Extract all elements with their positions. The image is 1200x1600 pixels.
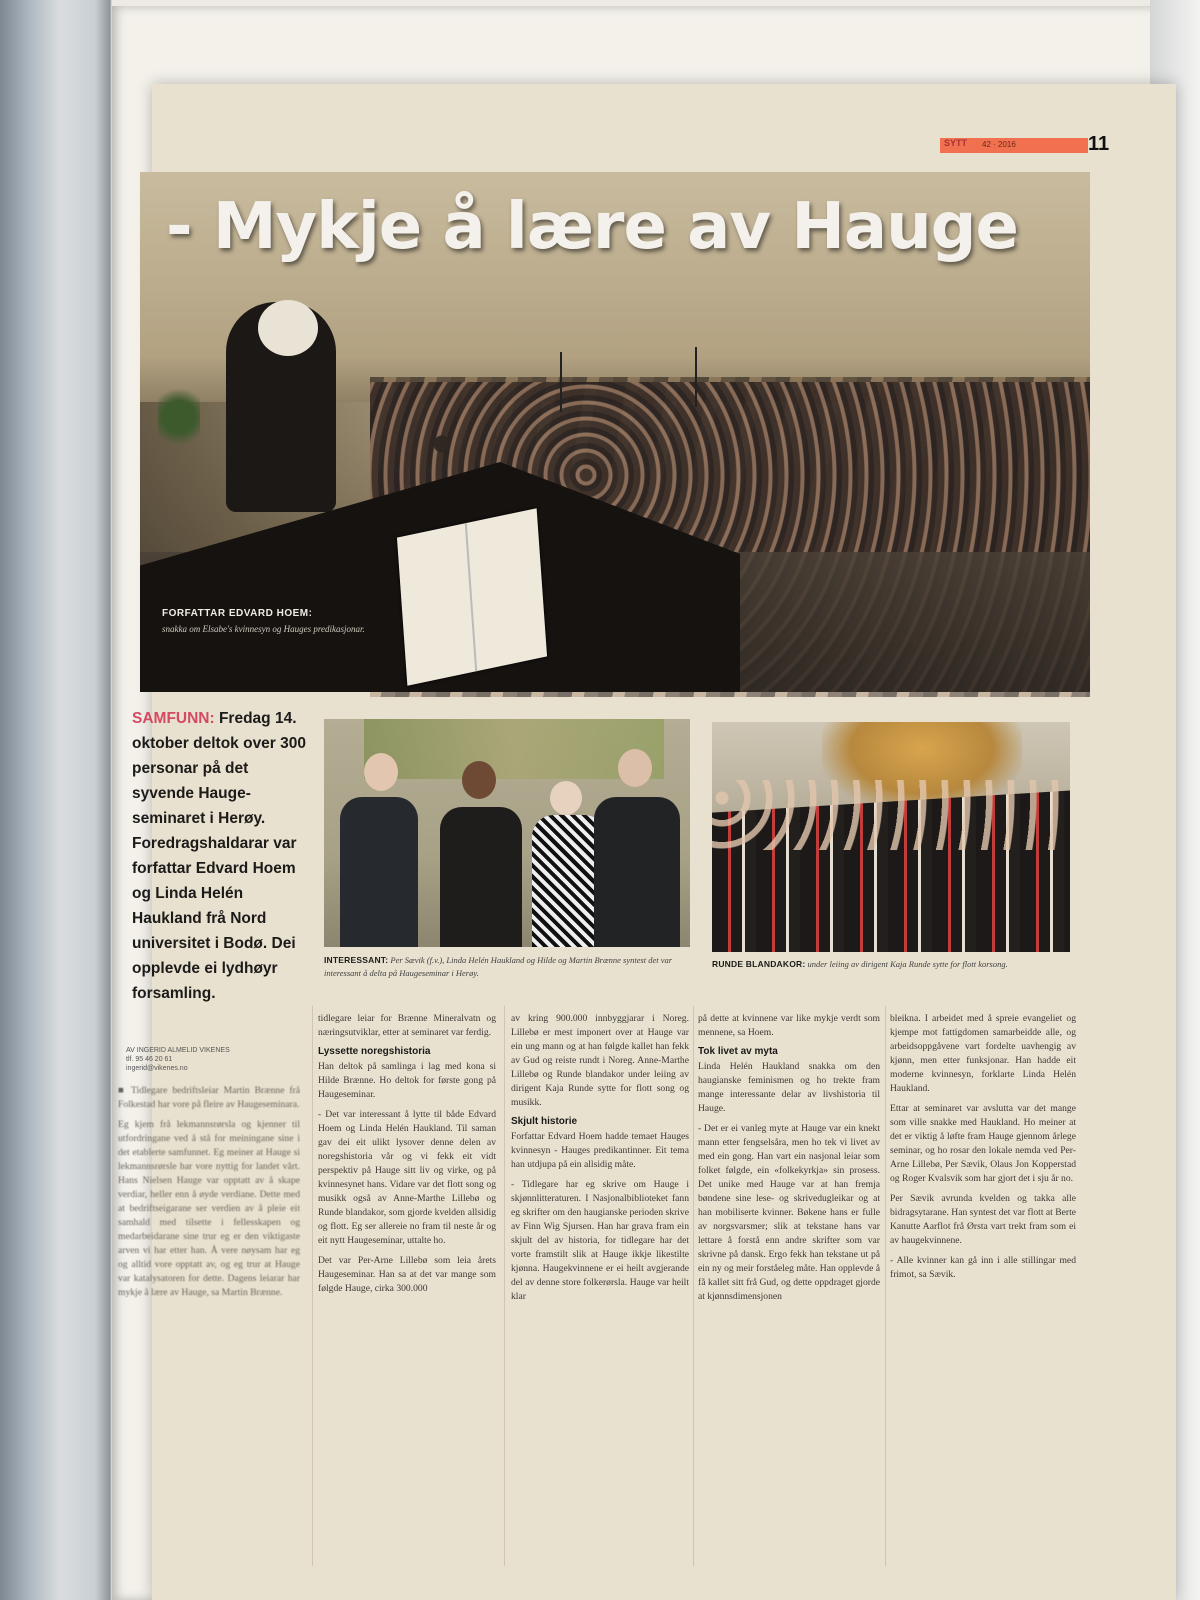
byline: AV INGERID ALMELID VIKENES tlf. 95 46 20 61 ingerid@vikenes.no [126, 1047, 230, 1072]
newspaper-page [118, 84, 1176, 1600]
person-head [364, 753, 398, 791]
folio-date: 42 · 2016 [982, 140, 1016, 149]
person-head [462, 761, 496, 799]
page-number: 11 [1088, 133, 1110, 155]
person [594, 797, 680, 947]
headline: - Mykje å lære av Hauge [166, 190, 1018, 264]
folio-paper-name: SYTT [944, 138, 968, 148]
choir-photo [712, 722, 1070, 950]
section-kicker: SAMFUNN: [132, 710, 215, 727]
caption-people: INTERESSANT: Per Sævik (f.v.), Linda Helén Haukland og Hilde og Martin Brænne syntest det var interessant å delta på Haugeseminar i Herøy. [324, 955, 673, 978]
person-head [618, 749, 652, 787]
plant [158, 382, 200, 452]
hero-photo [140, 172, 1090, 692]
hero-caption-title: FORFATTAR EDVARD HOEM: [162, 608, 313, 619]
subheading: Tok livet av myta [698, 1046, 778, 1057]
article-column-2: tidlegare leiar for Brænne Mineralvatn og næringsutviklar, etter at seminaret var ferdig. Lyssette noregshistoria Han deltok på samlinga i lag med kona si Hilde Brænne. Ho deltok for første gong på Haugeseminar. - Det var interessant å lytte til både Edvard Hoem og Linda Helén Haukland. Til saman gav dei eit ulikt lysover denne delen av noregshistoria vår og vi fekk eit vidt perspektiv på Hauge sitt liv og virke, og på kvinnesynet hans. Vidare var det flott song og musikk også av Anne-Marthe Lillebø og Runde blandakor, som gjorde kvelden allsidig og flott. Eg ser allereie no fram til neste år og eit nytt Haugeseminar, uttalte ho. Det var Per-Arne Lillebø som leia årets Haugeseminar. Han sa at det var mange som følgde Hauge, cirka 300.000 [318, 1013, 496, 1294]
article-column-4: på dette at kvinnene var like mykje verdt som mennene, sa Hoem. Tok livet av myta Linda Helén Haukland snakka om den haugianske feminismen og ho trekte fram mange interessante delar av livshistoria til Hauge. - Det er ei vanleg myte at Hauge var ein knekt mann etter fengselsåra, men ho tek vi livet av med ein gong. Han vart ein nasjonal leiar som folket følgde, ein «folkekyrkja» sin prosess. Det unike med Hauge var at han fremja bøndene sine lese- og skrivedugleikar og at han mobiliserte kvinner. Bøkene hans er fulle av norgsvarsmer; slik at tekstane hans var lettare å forstå enn andre skrifter som var skrivne på dansk. Ergo fekk han tekstane ut på ein ny og meir forståeleg måte. Han opplevde å få kallet sitt frå Gud, og dette oppdraget gjorde at kjønnsdimensjonen [698, 1013, 880, 1302]
sheet-music [397, 508, 547, 686]
article-column-1: ■ Tidlegare bedriftsleiar Martin Brænne frå Folkestad har vore på fleire av Haugeseminara. Eg kjem frå lekmannsrørsla og kjenner til utfordringane ved å stå for meiningane sine i det etablerte samfunnet. Eg meiner at Hauge si lekmannsrørsle har vore nyttig for landet vårt. Hans Nielsen Hauge var opptatt av å skape verdiar, heller enn å øyde verdiane. Dette med at bedriftseigarane ser verdien av å pleie eit samhald med tilsette i fellesskapen og medarbeidarane sine trur eg er den viktigaste arven vi har etter han. Å vere nøysam har eg og alltid vore opptatt av, og eg trur at Hauge var katalysatoren for dette. Dagens leiarar har mykje å lære av Hauge, sa Martin Brænne. [118, 1085, 300, 1298]
subheading: Lyssette noregshistoria [318, 1046, 431, 1057]
person [440, 807, 522, 947]
person-head [550, 781, 582, 815]
hero-caption-text: snakka om Elsabe's kvinnesyn og Hauges predikasjonar. [162, 624, 365, 634]
lead-text: Fredag 14. oktober deltok over 300 personar på det syvende Hauge-seminaret i Herøy. Foredragshaldarar var forfattar Edvard Hoem og Linda Helén Haukland frå Nord universitet i Bodø. Dei opplevde ei lydhøyr forsamling. [132, 710, 307, 1002]
article-column-5: bleikna. I arbeidet med å spreie evangeliet og kjempe mot fattigdomen samarbeidde alle, og arbeidsoppgåvene vart fordelte uavhengig av kjønn, men etter funksjonar. Han hadde eit moderne kvinnesyn, forklarte Linda Helén Haukland. Ettar at seminaret var avslutta var det mange som ville snakke med Haukland. Ho meiner at det er viktig å løfte fram Hauge gjennom årlege seminar, og ho rosar den lokale nemda ved Per-Arne Lillebø, Per Sævik, Olaus Jon Kopperstad og Roger Kvalsvik som har gjort det i sju år no. Per Sævik avrunda kvelden og takka alle bidragsytarane. Han syntest det var flott at Berte Kanutte Aarflot frå Ørsta vart trekt fram som ei av haugekvinnene. - Alle kvinner kan gå inn i alle stillingar med frimot, sa Sævik. [890, 1013, 1076, 1280]
group-photo [324, 719, 690, 947]
person [340, 797, 418, 947]
microphone-stand [695, 347, 697, 407]
subheading: Skjult historie [511, 1116, 578, 1127]
article-column-3: av kring 900.000 innbyggjarar i Noreg. Lillebø er mest imponert over at Hauge var ein ung mann og at han følgde kallet han fekk av Gud og reiste rundt i Noreg. Anne-Marthe Lillebø og Runde blandakor under leiing av dirigent Kaja Runde sytte for flott song og musikk. Skjult historie Forfattar Edvard Hoem hadde temaet Hauges kvinnesyn - Hauges predikantinner. Eit tema han utdjupa på ein allsidig måte. - Tidlegare har eg skrive om Hauge i skjønnlitteraturen. I Nasjonalbiblioteket fann eg skrifter om den haugianske perioden skrive av Finn Wig Sjursen. Han har grava fram ein skjult del av historia, for tidlegare har det vorte framstilt slik at Hauge ikkje likestilte kjønna. Haugekvinnene er ei heilt avgjerande del av denne store folkerørsla. Hauge var heilt klar [511, 1013, 689, 1302]
page-folio [940, 133, 1180, 156]
caption-choir: RUNDE BLANDAKOR: under leiing av dirigent Kaja Runde sytte for flott korsong. [712, 959, 1008, 969]
speaker-head [258, 300, 318, 356]
lead-paragraph [132, 706, 314, 1006]
microphone-stand [560, 352, 562, 412]
